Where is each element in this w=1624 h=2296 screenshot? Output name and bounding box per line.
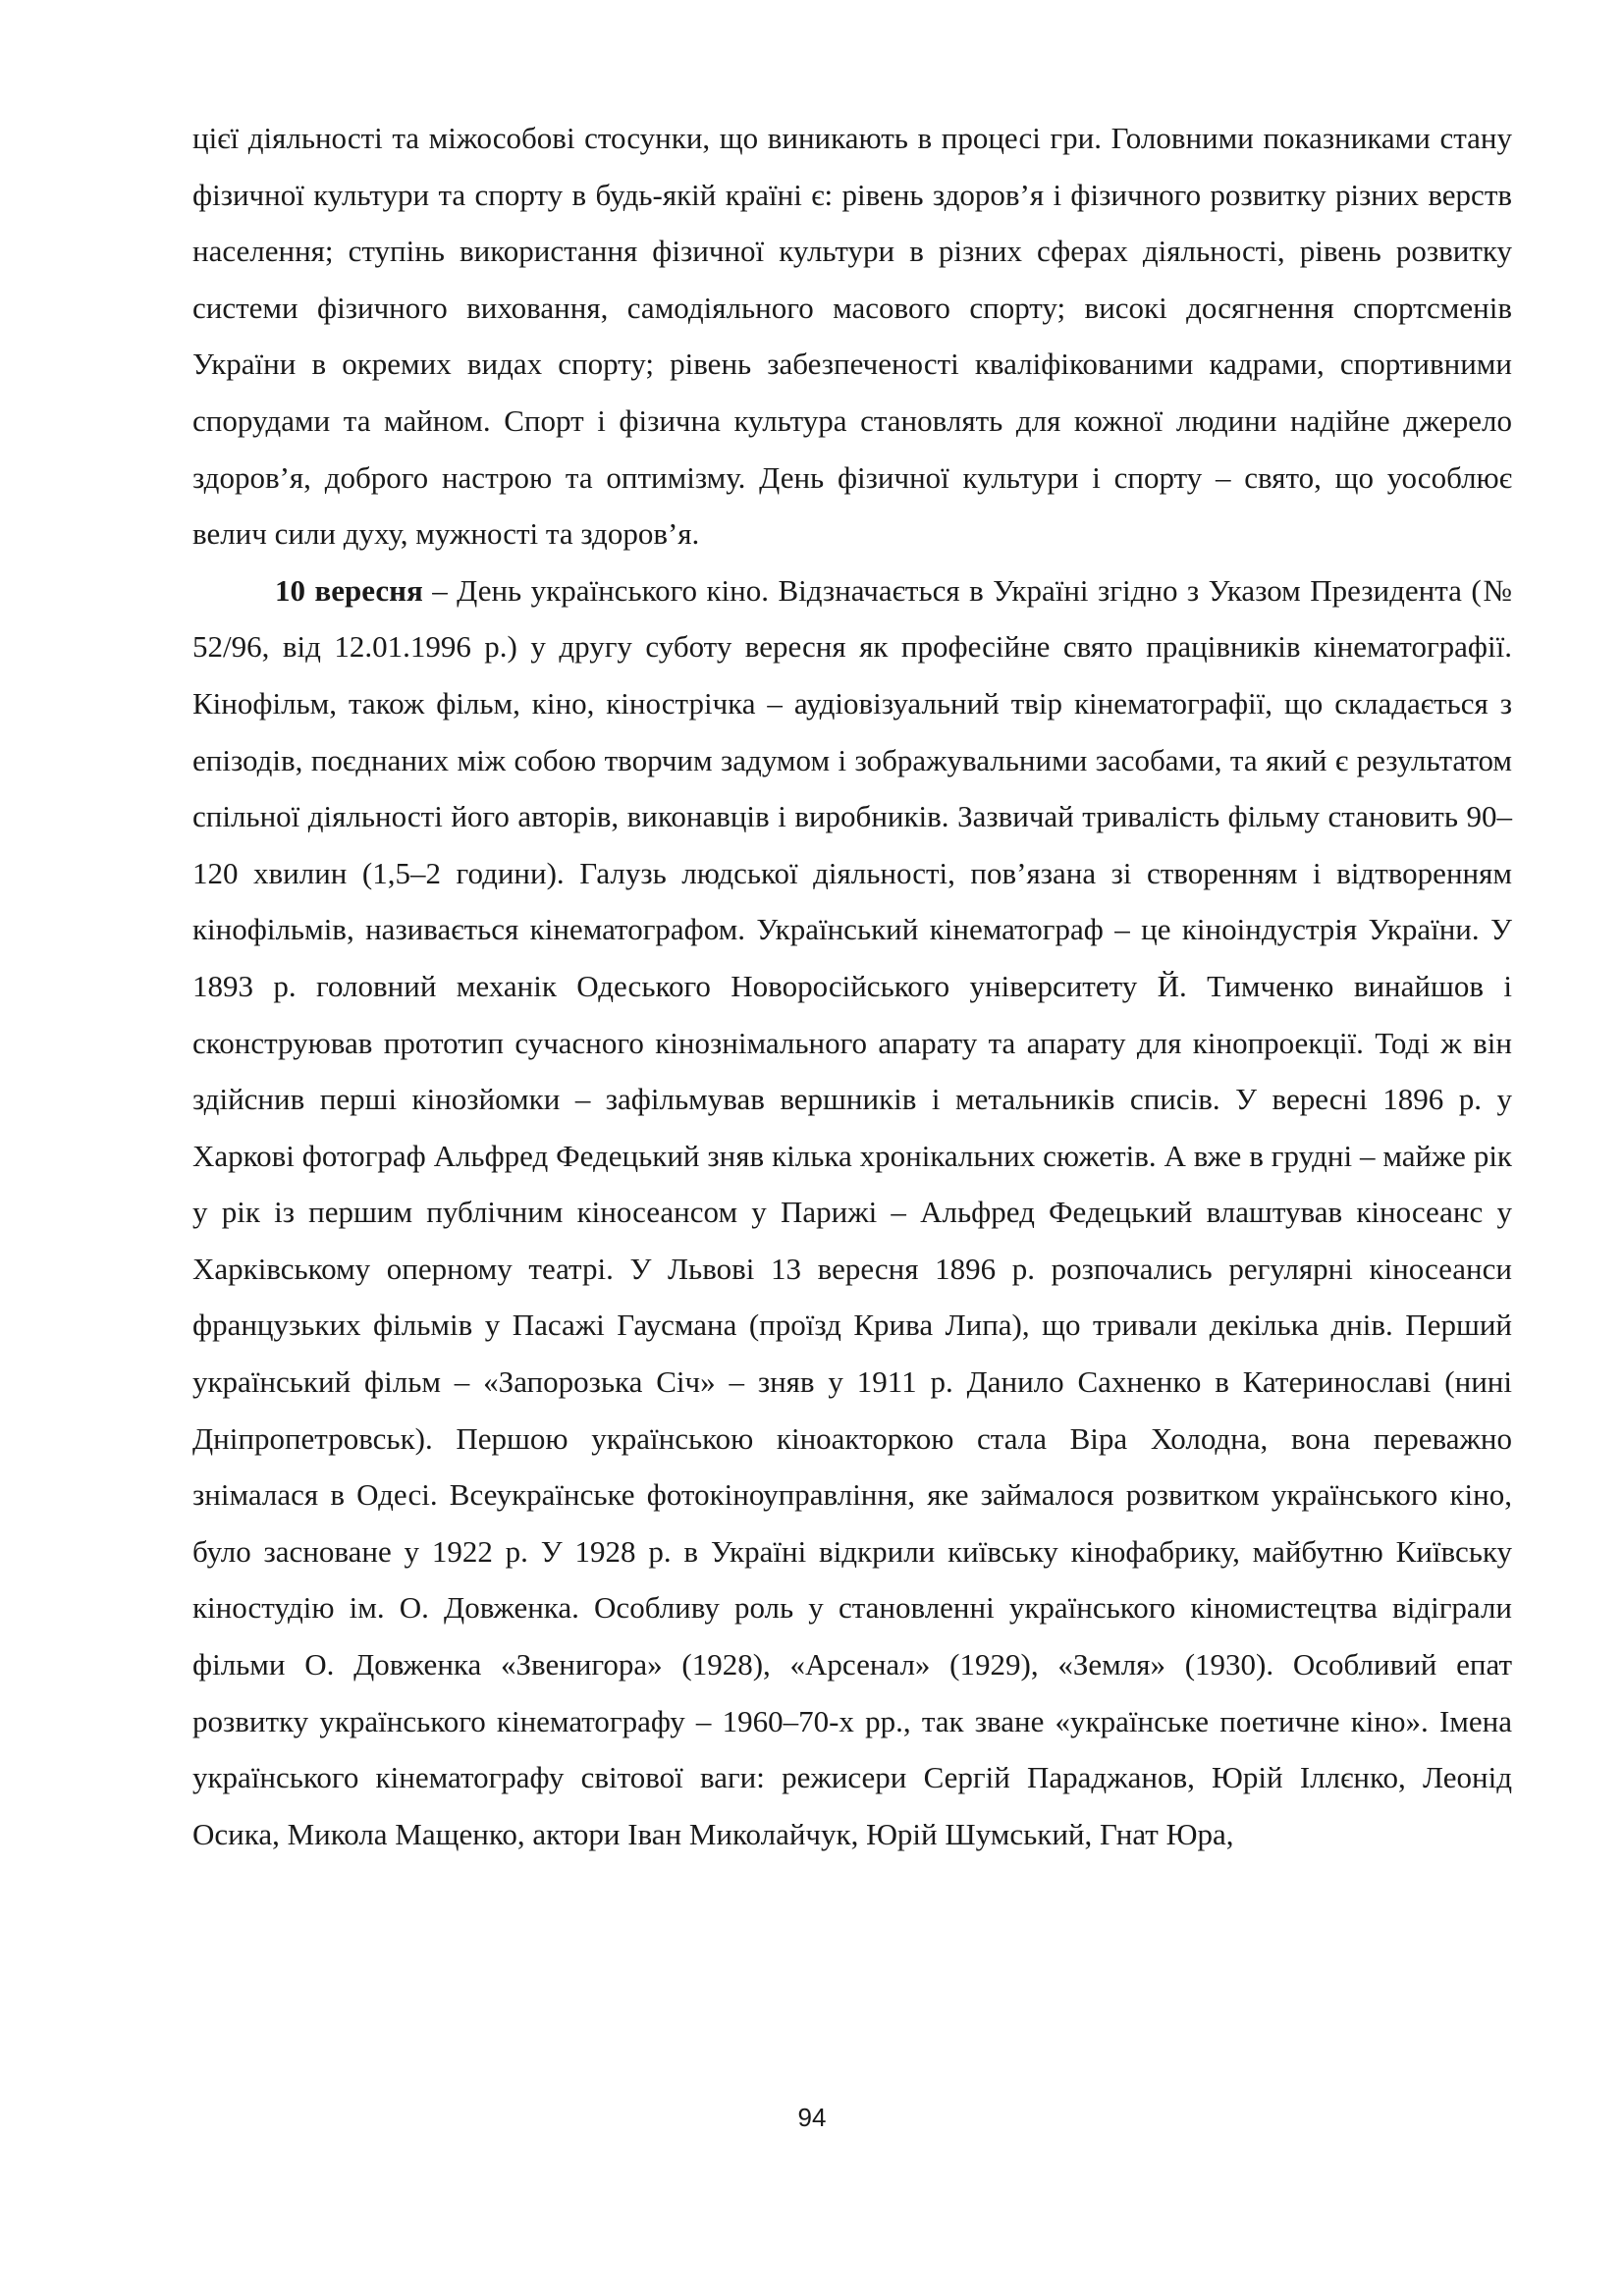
date-heading: 10 вересня <box>275 572 423 608</box>
paragraph-1: цієї діяльності та міжособові стосунки, що виникають в процесі гри. Головними показниками стану фізичної культури та спорту в будь-якій країні є: рівень здоров’я і фізичного розвитку різних верств населення; ступінь використання фізичної культури в різних сферах діяльності, рівень розвитку системи фізичного виховання, самодіяльного масового спорту; високі досягнення спортсменів України в окремих видах спорту; рівень забезпеченості кваліфікованими кадрами, спортивними спорудами та майном. Спорт і фізична культура становлять для кожної людини надійне джерело здоров’я, доброго настрою та оптимізму. День фізичної культури і спорту – свято, що уособлює велич сили духу, мужності та здоров’я. <box>192 121 1512 552</box>
page-number: 94 <box>797 2103 827 2132</box>
body-text <box>192 110 1512 1862</box>
paragraph-2-text: – День українського кіно. Відзначається в Україні згідно з Указом Президента (№ 52/96, від 12.01.1996 р.) у другу суботу вересня як професійне свято працівників кінематографії. Кінофільм, також фільм, кіно, кінострічка – аудіовізуальний твір кінематографії, що складається з епізодів, поєднаних між собою творчим задумом і зображувальними засобами, та який є результатом спільної діяльності його авторів, виконавців і виробників. Зазвичай тривалість фільму становить 90–120 хвилин (1,5–2 години). Галузь людської діяльності, пов’язана зі створенням і відтворенням кінофільмів, називається кінематографом. Український кінематограф – це кіноіндустрія України. У 1893 р. головний механік Одеського Новоросійського університету Й. Тимченко винайшов і сконструював прототип сучасного кінознімального апарату та апарату для кінопроекції. Тоді ж він здійснив перші кінозйомки – зафільмував вершників і метальників списів. У вересні 1896 р. у Харкові фотограф Альфред Федецький зняв кілька хронікальних сюжетів. А вже в грудні – майже рік у рік із першим публічним кіносеансом у Парижі – Альфред Федецький влаштував кіносеанс у Харківському оперному театрі. У Львові 13 вересня 1896 р. розпочались регулярні кіносеанси французьких фільмів у Пасажі Гаусмана (проїзд Крива Липа), що тривали декілька днів. Перший український фільм – «Запорозька Січ» – зняв у 1911 р. Данило Сахненко в Катеринославі (нині Дніпропетровськ). Першою українською кіноакторкою стала Віра Холодна, вона переважно знімалася в Одесі. Всеукраїнське фотокіноуправління, яке займалося розвитком українського кіно, було засноване у 1922 р. У 1928 р. в Україні відкрили київську кінофабрику, майбутню Київську кіностудію ім. О. Довженка. Особливу роль у становленні українського кіномистецтва відіграли фільми О. Довженка «Звенигора» (1928), «Арсенал» (1929), «Земля» (1930). Особливий епат розвитку українського кінематографу – 1960–70-х рр., так зване «українське поетичне кіно». Імена українського кінематографу світової ваги: режисери Сергій Параджанов, Юрій Іллєнко, Леонід Осика, Микола Мащенко, актори Іван Миколайчук, Юрій Шумський, Гнат Юра, <box>192 572 1513 1851</box>
paragraph-2 <box>192 562 1512 1863</box>
